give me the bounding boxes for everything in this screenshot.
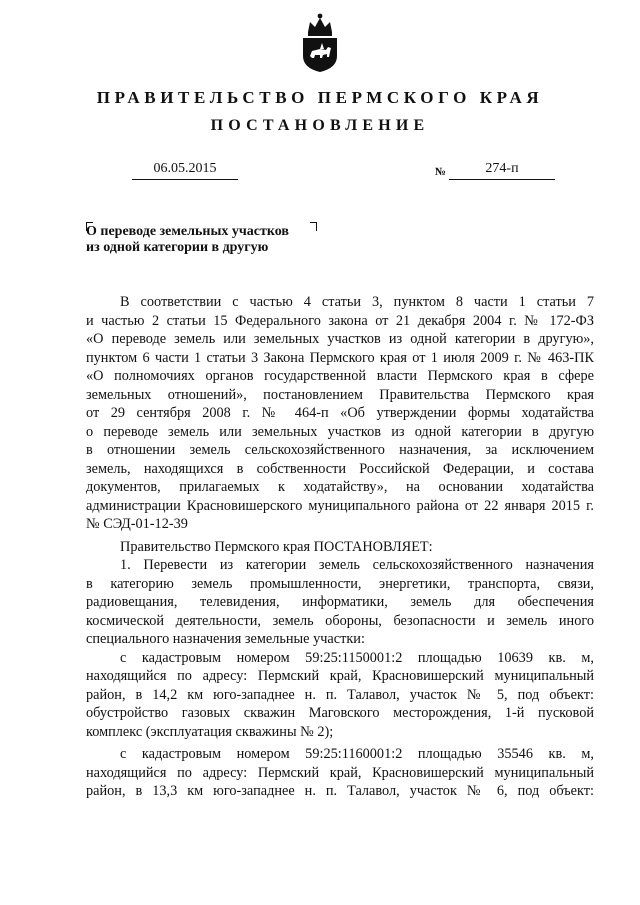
body-line: комплекс (эксплуатация скважины № 2);: [86, 723, 334, 740]
body-line: радиовещания, телевидения, информатики, земель для обеспечения: [86, 594, 594, 610]
body-line: и частью 2 статьи 15 Федерального закона от 21 декабря 2004 г. № 172-ФЗ: [86, 312, 594, 329]
resolution-line: Правительство Пермского края ПОСТАНОВЛЯЕТ:: [120, 538, 433, 555]
body-line: пунктом 6 части 1 статьи 3 Закона Пермского края от 1 июля 2009 г. № 463-ПК: [86, 349, 594, 366]
title-line: О переводе земельных участков: [86, 224, 289, 239]
body-line: космической деятельности, земель обороны, безопасности и земель иного: [86, 612, 594, 629]
body-line: в категорию земель промышленности, энергетики, транспорта, связи,: [86, 575, 594, 592]
body-line: находящийся по адресу: Пермский край, Красновишерский муниципальный: [86, 764, 594, 781]
title-bracket-right: [310, 222, 317, 231]
document-number: 274-п: [485, 161, 519, 176]
number-field: [449, 161, 555, 180]
body-line: В соответствии с частью 4 статьи 3, пунктом 8 части 1 статьи 7: [120, 294, 594, 310]
body-line: о переводе земель или земельных участков из одной категории в другую: [86, 423, 594, 440]
document-body: [86, 293, 594, 801]
body-line: «О переводе земель или земельных участков из одной категории в другую»,: [86, 331, 594, 347]
title-line: из одной категории в другую: [86, 240, 269, 255]
body-line: земель, находящихся в собственности Российской Федерации, и состава: [86, 460, 594, 477]
body-line: в отношении земель сельскохозяйственного назначения, за исключением: [86, 442, 594, 458]
body-line: «О полномочиях органов государственной власти Пермского края в сфере: [86, 368, 594, 384]
body-line: от 29 сентября 2008 г. № 464-п «Об утверждении формы ходатайства: [86, 405, 594, 421]
body-line: специального назначения земельные участки:: [86, 631, 365, 647]
body-line: с кадастровым номером 59:25:1150001:2 площадью 10639 кв. м,: [120, 649, 594, 666]
body-line: находящийся по адресу: Пермский край, Красновишерский муниципальный: [86, 668, 594, 684]
body-line: 1. Перевести из категории земель сельскохозяйственного назначения: [120, 557, 594, 573]
document-date: 06.05.2015: [153, 161, 217, 176]
body-line: администрации Красновишерского муниципального района от 22 января 2015 г.: [86, 497, 594, 514]
number-sign: №: [435, 166, 447, 178]
body-line: с кадастровым номером 59:25:1160001:2 площадью 35546 кв. м,: [120, 746, 594, 762]
document-title: [86, 224, 289, 256]
body-line: № СЭД-01-12-39: [86, 516, 188, 532]
body-line: район, в 14,2 км юго-западнее н. п. Талавол, участок № 5, под объект:: [86, 686, 594, 703]
perm-krai-coat-of-arms-icon: [298, 10, 342, 74]
body-line: район, в 13,3 км юго-западнее н. п. Талавол, участок № 6, под объект:: [86, 783, 594, 799]
date-field: [132, 161, 238, 180]
document-type: ПОСТАНОВЛЕНИЕ: [210, 117, 430, 134]
body-line: земельных отношений», постановлением Правительства Пермского края: [86, 386, 594, 403]
body-line: обустройство газовых скважин Маговского месторождения, 1-й пусковой: [86, 705, 594, 721]
government-name: ПРАВИТЕЛЬСТВО ПЕРМСКОГО КРАЯ: [96, 88, 544, 107]
body-line: документов, прилагаемых к ходатайству», на основании ходатайства: [86, 479, 594, 495]
